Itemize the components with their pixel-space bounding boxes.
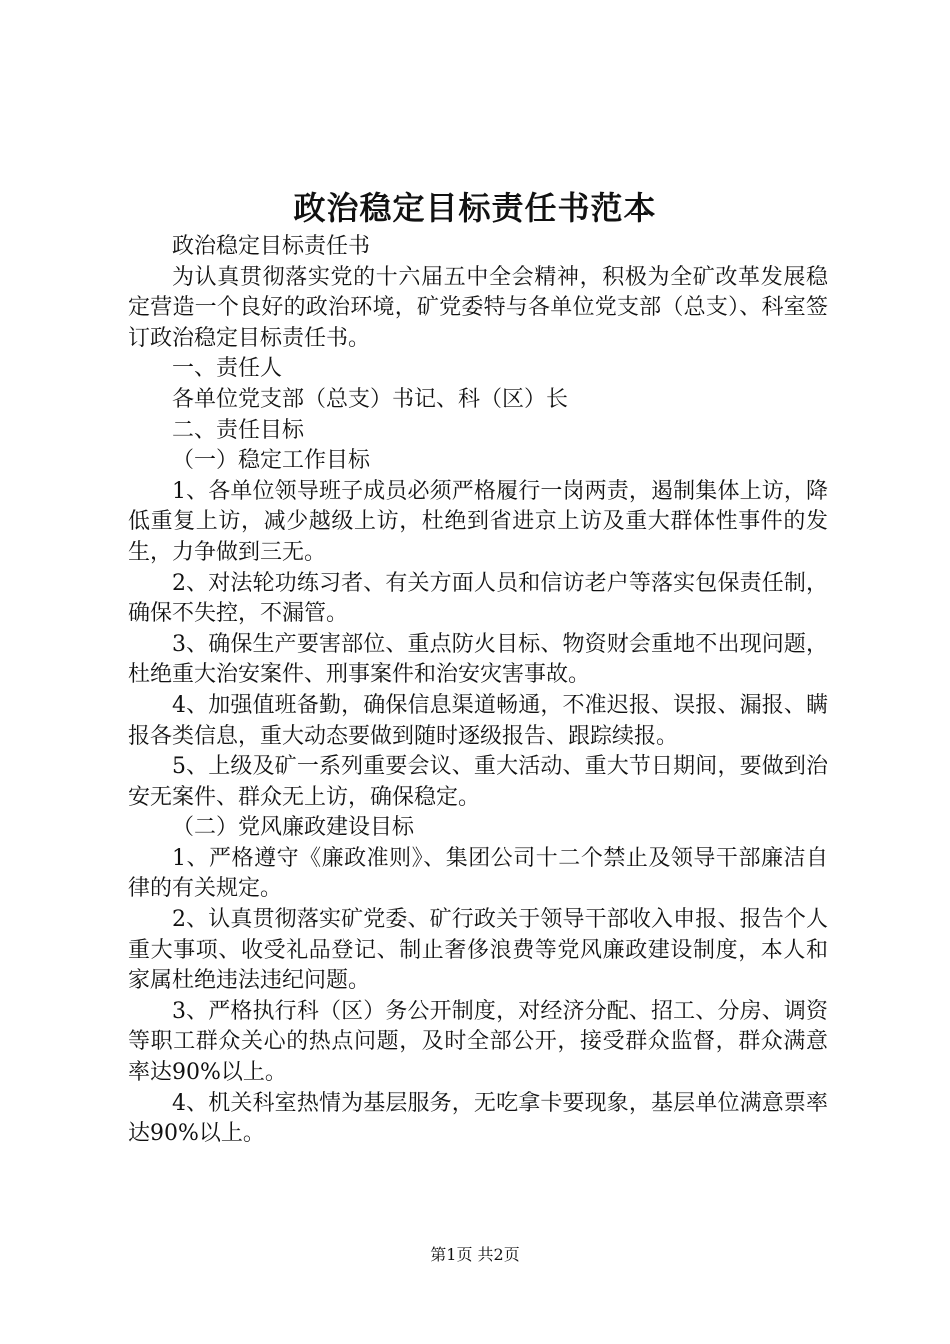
paragraph-stability-5: 5、上级及矿一系列重要会议、重大活动、重大节日期间，要做到治安无案件、群众无上访，确保稳定。 <box>128 754 828 810</box>
section-heading-goals: 二、责任目标 <box>172 417 305 443</box>
paragraph-stability-4: 4、加强值班备勤，确保信息渠道畅通，不准迟报、误报、漏报、瞒报各类信息，重大动态要做到随时逐级报告、跟踪续报。 <box>128 692 828 749</box>
subsection-heading-stability: （一）稳定工作目标 <box>172 448 371 474</box>
paragraph-integrity-3: 3、严格执行科（区）务公开制度，对经济分配、招工、分房、调资等职工群众关心的热点问题，及时全部公开，接受群众监督，群众满意率达90%以上。 <box>128 998 828 1086</box>
subsection-heading-integrity: （二）党风廉政建设目标 <box>172 815 415 841</box>
document-body <box>128 232 828 1150</box>
paragraph-heading: 政治稳定目标责任书 <box>172 234 371 259</box>
page-footer: 第1页 共2页 <box>430 1245 520 1264</box>
paragraph-responsible-person: 各单位党支部（总支）书记、科（区）长 <box>172 386 569 412</box>
paragraph-stability-1: 1、各单位领导班子成员必须严格履行一岗两责，遏制集体上访，降低重复上访，减少越级上访，杜绝到省进京上访及重大群体性事件的发生，力争做到三无。 <box>128 478 828 565</box>
paragraph-stability-3: 3、确保生产要害部位、重点防火目标、物资财会重地不出现问题，杜绝重大治安案件、刑事案件和治安灾害事故。 <box>128 631 828 688</box>
paragraph-integrity-4: 4、机关科室热情为基层服务，无吃拿卡要现象，基层单位满意票率达90%以上。 <box>128 1090 828 1147</box>
paragraph-intro: 为认真贯彻落实党的十六届五中全会精神，积极为全矿改革发展稳定营造一个良好的政治环境，矿党委特与各单位党支部（总支）、科室签订政治稳定目标责任书。 <box>128 264 828 351</box>
section-heading-responsible-person: 一、责任人 <box>172 356 283 382</box>
document-title: 政治稳定目标责任书范本 <box>293 189 657 227</box>
paragraph-integrity-2: 2、认真贯彻落实矿党委、矿行政关于领导干部收入申报、报告个人重大事项、收受礼品登记、制止奢侈浪费等党风廉政建设制度，本人和家属杜绝违法违纪问题。 <box>128 907 828 994</box>
paragraph-stability-2: 2、对法轮功练习者、有关方面人员和信访老户等落实包保责任制，确保不失控，不漏管。 <box>128 570 828 627</box>
paragraph-integrity-1: 1、严格遵守《廉政准则》、集团公司十二个禁止及领导干部廉洁自律的有关规定。 <box>128 845 828 902</box>
